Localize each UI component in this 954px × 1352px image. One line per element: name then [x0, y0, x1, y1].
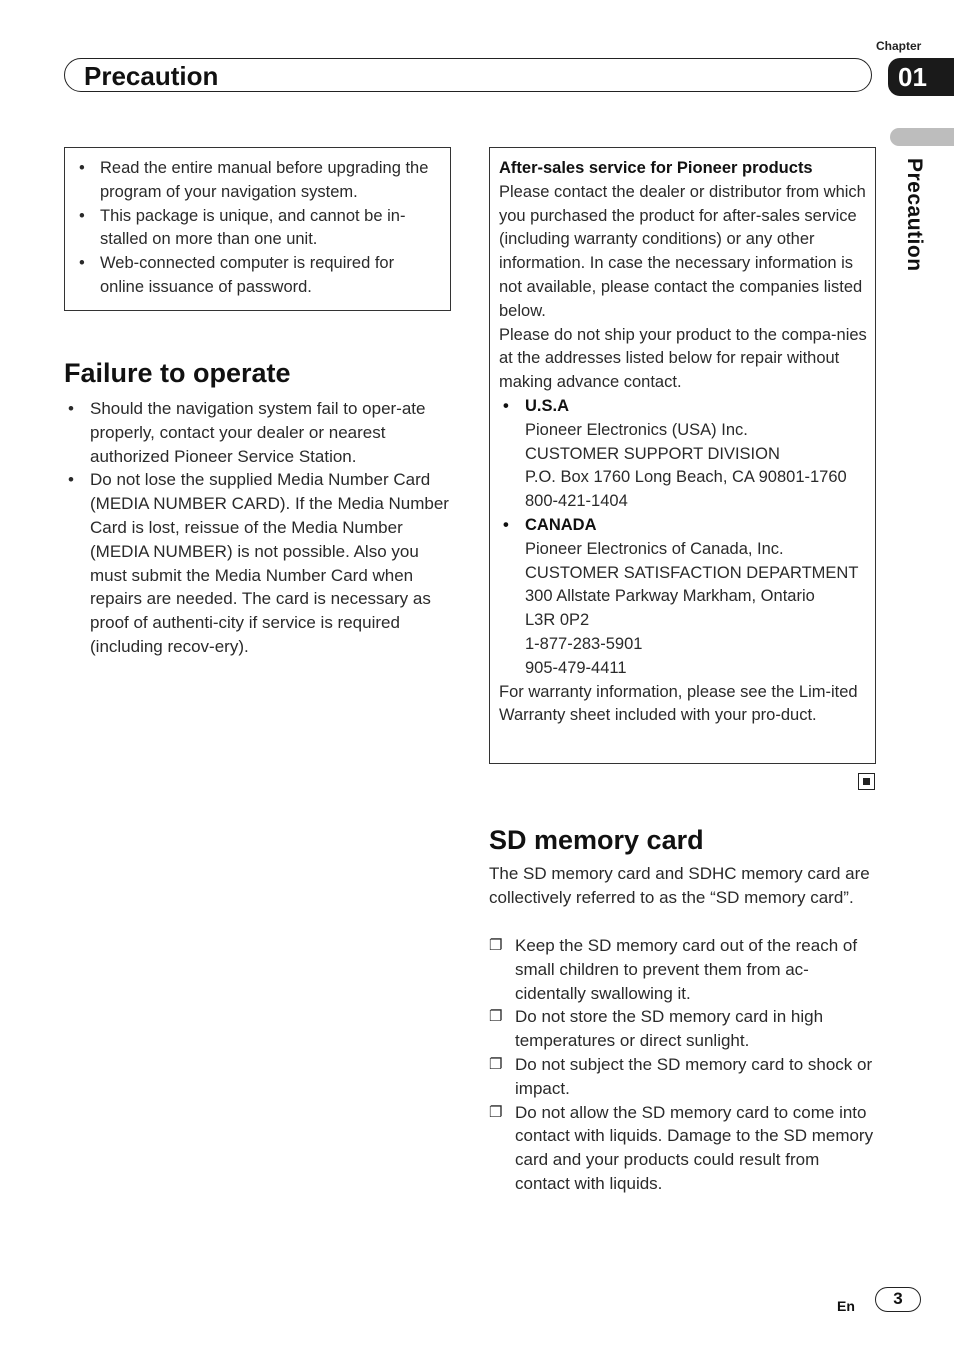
region-label: • U.S.A: [499, 395, 869, 419]
page-title: Precaution: [84, 61, 219, 91]
section-heading-failure: Failure to operate: [64, 358, 291, 388]
address-line: CUSTOMER SATISFACTION DEPARTMENT: [525, 563, 859, 582]
notice-list: [75, 157, 435, 300]
address-line: Pioneer Electronics of Canada, Inc.: [525, 539, 784, 558]
failure-list: [64, 397, 449, 659]
section-heading-sd: SD memory card: [489, 825, 704, 855]
region-canada: [499, 514, 869, 538]
region-label: • CANADA: [499, 514, 869, 538]
address-line: P.O. Box 1760 Long Beach, CA 90801-1760: [525, 468, 847, 487]
service-paragraph: Please contact the dealer or distributor from which you purchased the product for after-sales service (including warranty conditions) or any other information. In case the necessary information is not available, please contact the companies listed below.: [499, 182, 866, 320]
service-content: [499, 157, 869, 728]
checkbox-list-item: ❐ Do not allow the SD memory card to come into contact with liquids. Damage to the SD memory card and your products could result from contact with liquids.: [489, 1101, 875, 1196]
language-label: En: [837, 1298, 855, 1314]
list-item: • Do not lose the supplied Media Number Card (MEDIA NUMBER CARD). If the Media Number Card is lost, reissue of the Media Number (MEDIA NUMBER) is not possible. Also you must submit the Media Number Card when repairs are needed. The card is necessary as proof of authenti-city if service is required (including recov-ery).: [64, 468, 449, 658]
end-of-section-icon: [858, 773, 875, 790]
address-line: 300 Allstate Parkway Markham, Ontario: [525, 587, 815, 606]
checkbox-list-item: ❐ Do not store the SD memory card in high temperatures or direct sunlight.: [489, 1005, 875, 1053]
phone-number: 1-877-283-5901: [525, 634, 643, 653]
region-usa: [499, 395, 869, 419]
service-paragraph: Please do not ship your product to the compa-nies at the addresses listed below for repair without making advance contact.: [499, 325, 867, 392]
list-item: • Read the entire manual before upgrading the program of your navigation system.: [75, 157, 435, 205]
list-item: • Web-connected computer is required for online issuance of password.: [75, 252, 435, 300]
phone-number: 800-421-1404: [525, 492, 628, 511]
list-item: • This package is unique, and cannot be in-stalled on more than one unit.: [75, 205, 435, 253]
page-number: 3: [893, 1289, 903, 1308]
address-line: Pioneer Electronics (USA) Inc.: [525, 420, 748, 439]
list-item: • Should the navigation system fail to oper-ate properly, contact your dealer or nearest authorized Pioneer Service Station.: [64, 397, 449, 468]
checkbox-list-item: ❐ Do not subject the SD memory card to shock or impact.: [489, 1053, 875, 1101]
address-line: CUSTOMER SUPPORT DIVISION: [525, 444, 780, 463]
sd-list: [489, 934, 875, 1196]
phone-number: 905-479-4411: [525, 658, 627, 677]
checkbox-list-item: ❐ Keep the SD memory card out of the reach of small children to prevent them from ac-cidentally swallowing it.: [489, 934, 875, 1005]
chapter-label: Chapter: [876, 39, 922, 53]
address-line: L3R 0P2: [525, 611, 590, 630]
chapter-number: 01: [898, 62, 927, 92]
warranty-note: For warranty information, please see the Lim-ited Warranty sheet included with your pro-duct.: [499, 682, 858, 725]
sd-intro: The SD memory card and SDHC memory card are collectively referred to as the “SD memory card”.: [489, 864, 870, 907]
service-title: After-sales service for Pioneer products: [499, 159, 813, 177]
side-tab-marker: [890, 128, 954, 146]
side-tab-label: Precaution: [903, 158, 926, 272]
